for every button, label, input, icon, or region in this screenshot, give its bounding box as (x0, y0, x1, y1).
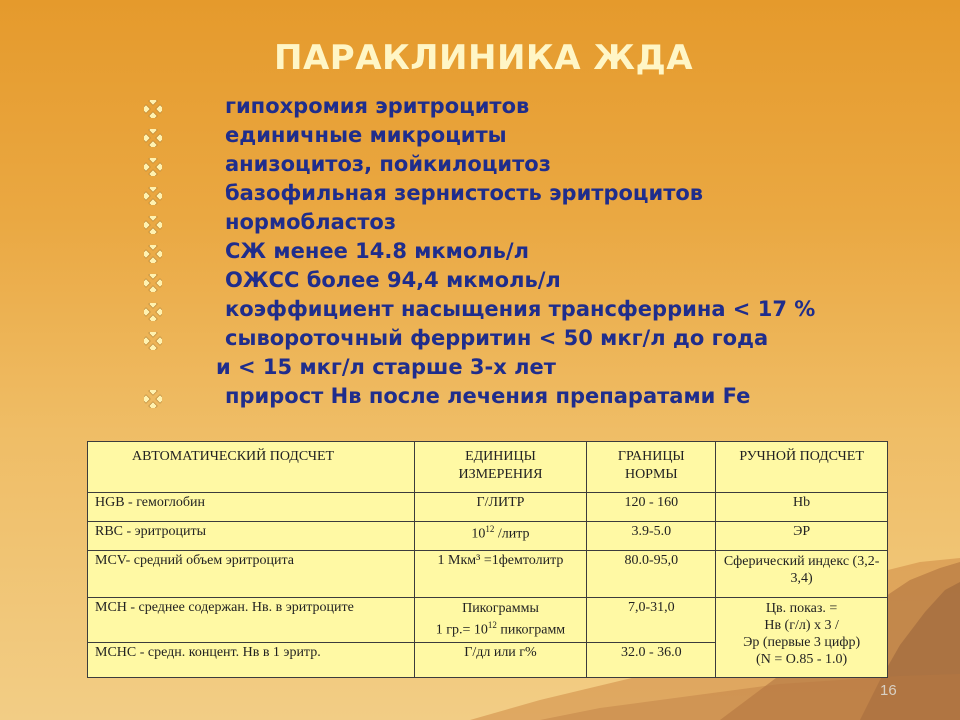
list-item-text: гипохромия эритроцитов (225, 94, 530, 118)
diamond-bullet-icon (144, 303, 162, 321)
list-item (140, 326, 940, 355)
list-item (140, 210, 940, 239)
list-item-text: базофильная зернистость эритроцитов (225, 181, 704, 205)
table-header-row (88, 442, 888, 493)
cell-unit: 1 Мкм³ =1фемтолитр (414, 551, 587, 598)
cell-range: 120 - 160 (587, 493, 716, 522)
unit-line (422, 617, 580, 639)
cell-unit: Г/ЛИТР (414, 493, 587, 522)
cell-param: HGB - гемоглобин (88, 493, 415, 522)
unit-part: пикограмм (496, 622, 566, 638)
diamond-bullet-icon (144, 274, 162, 292)
unit-part: 1 гр.= 10 (435, 622, 488, 638)
diamond-bullet-icon (144, 216, 162, 234)
list-item-text: СЖ менее 14.8 мкмоль/л (225, 239, 529, 263)
list-item (140, 297, 940, 326)
slide-number: 16 (880, 682, 897, 699)
table-row (88, 493, 888, 522)
cell-manual: Сферический индекс (3,2-3,4) (716, 551, 888, 598)
manual-line: Нв (г/л) х 3 / (764, 618, 839, 633)
cell-param: MCV- средний объем эритроцита (88, 551, 415, 598)
table-row (88, 522, 888, 551)
list-item (140, 239, 940, 268)
list-item-text: нормобластоз (225, 210, 397, 234)
cell-manual-color-index (716, 598, 888, 678)
diamond-bullet-icon (144, 158, 162, 176)
findings-list (140, 94, 940, 413)
manual-line: (N = O.85 - 1.0) (756, 652, 848, 667)
list-item-text: ОЖСС более 94,4 мкмоль/л (225, 268, 561, 292)
list-item-text: и < 15 мкг/л старше 3-х лет (216, 355, 556, 379)
header-manual-count: РУЧНОЙ ПОДСЧЕТ (716, 442, 888, 493)
cell-param: MCHC - средн. концент. Нв в 1 эритр. (88, 643, 415, 678)
manual-line: Эр (первые 3 цифр) (743, 635, 861, 650)
diamond-bullet-icon (144, 187, 162, 205)
cell-range: 3.9-5.0 (587, 522, 716, 551)
unit-rest: /литр (494, 526, 530, 542)
list-item-text: сывороточный ферритин < 50 мкг/л до года (225, 326, 769, 350)
diamond-bullet-icon (144, 245, 162, 263)
lab-values-table (87, 441, 888, 678)
cell-unit (414, 598, 587, 643)
cell-param: RBC - эритроциты (88, 522, 415, 551)
list-item (140, 152, 940, 181)
cell-manual: ЭР (716, 522, 888, 551)
unit-line: Пикограммы (462, 601, 539, 616)
diamond-bullet-icon (144, 129, 162, 147)
cell-unit: Г/дл или г% (414, 643, 587, 678)
unit-exponent: 12 (487, 620, 497, 630)
diamond-bullet-icon (144, 332, 162, 350)
diamond-bullet-icon (144, 100, 162, 118)
header-auto-count: АВТОМАТИЧЕСКИЙ ПОДСЧЕТ (88, 442, 415, 493)
list-item-text: анизоцитоз, пойкилоцитоз (225, 152, 551, 176)
list-item-text: прирост Нв после лечения препаратами Fe (225, 384, 751, 408)
slide-title: ПАРАКЛИНИКА ЖДА (274, 38, 694, 78)
list-item (140, 268, 940, 297)
manual-line: Цв. показ. = (765, 601, 838, 616)
unit-base: 10 (471, 526, 486, 542)
list-item (140, 123, 940, 152)
diamond-bullet-icon (144, 390, 162, 408)
unit-exponent: 12 (485, 524, 495, 534)
cell-unit (414, 522, 587, 551)
cell-param: MCH - среднее содержан. Нв. в эритроците (88, 598, 415, 643)
table-row (88, 598, 888, 643)
list-item-text: коэффициент насыщения трансферрина < 17 % (225, 297, 816, 321)
list-item (140, 384, 940, 413)
cell-range: 80.0-95,0 (587, 551, 716, 598)
table-row (88, 551, 888, 598)
list-item (140, 355, 940, 384)
cell-range: 7,0-31,0 (587, 598, 716, 643)
list-item (140, 94, 940, 123)
cell-manual: Hb (716, 493, 888, 522)
list-item (140, 181, 940, 210)
cell-range: 32.0 - 36.0 (587, 643, 716, 678)
header-norm-range: ГРАНИЦЫ НОРМЫ (587, 442, 716, 493)
list-item-text: единичные микроциты (225, 123, 507, 147)
header-units: ЕДИНИЦЫ ИЗМЕРЕНИЯ (414, 442, 587, 493)
